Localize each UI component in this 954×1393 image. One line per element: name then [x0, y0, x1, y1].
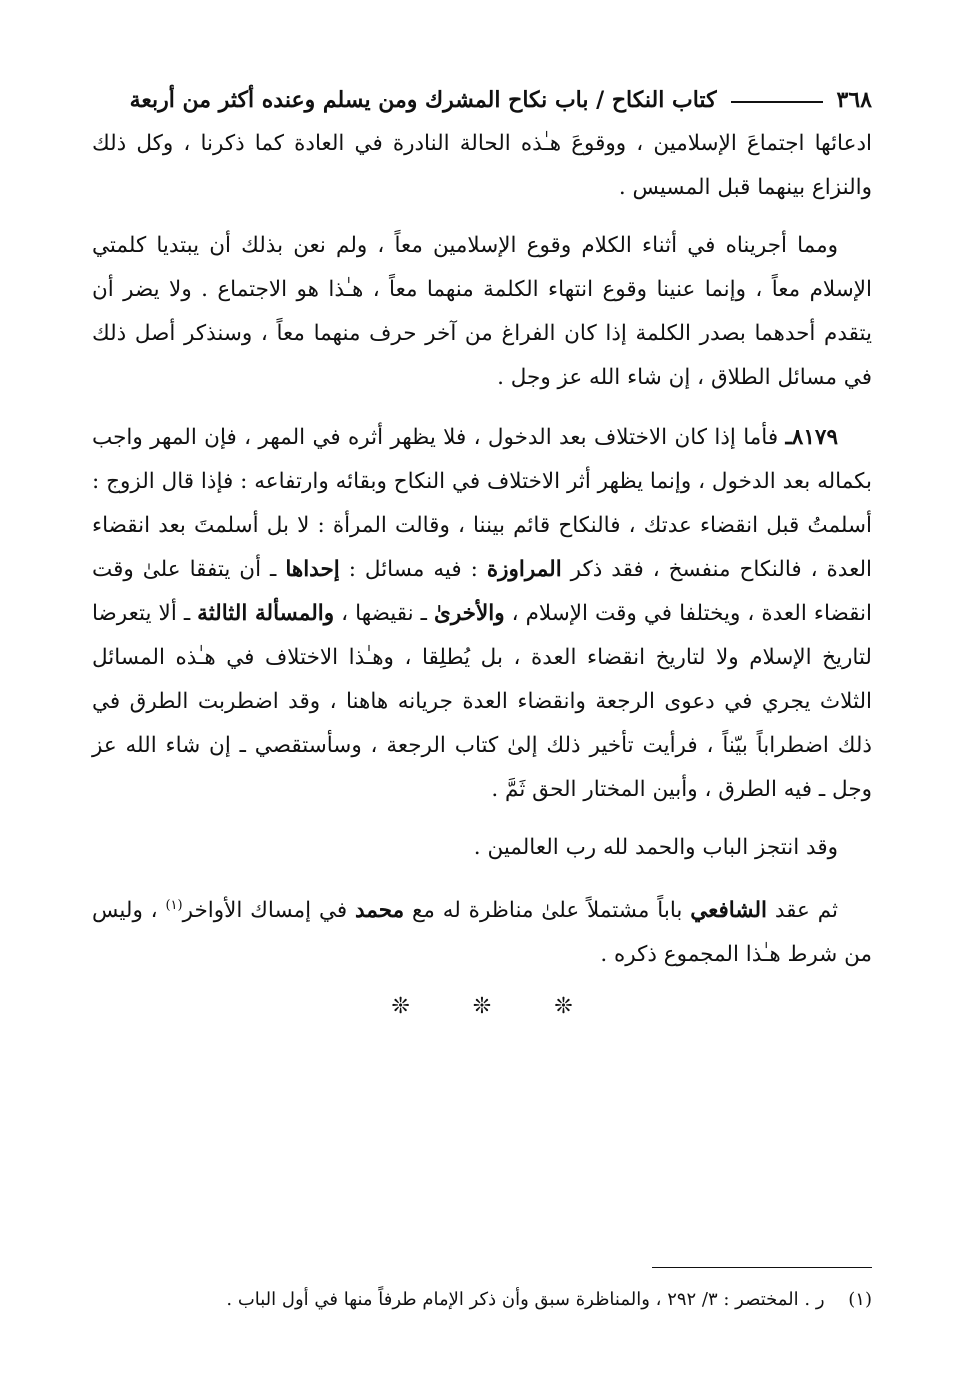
paragraph-continuation: ادعائها اجتماعَ الإسلامين ، ووقوعَ هـٰذه الحالة النادرة في العادة كما ذكرنا ، وكل ذلك والنزاع بينهما قبل المسيس .	[92, 131, 872, 200]
running-head	[92, 78, 872, 122]
term-marawiza: المراوزة	[486, 557, 562, 582]
paragraph-shafii	[92, 884, 872, 977]
term-ukhra: والأخرىٰ	[433, 601, 505, 626]
footnote	[92, 1285, 872, 1315]
issue-text-2: : فيه مسائل :	[339, 557, 487, 582]
shafii-text-1: ثم عقد	[767, 898, 838, 924]
running-title: كتاب النكاح / باب نكاح المشرك ومن يسلم وعنده أكثر من أربعة	[129, 87, 717, 113]
section-separator: ❊ ❊ ❊	[391, 994, 601, 1020]
shafii-text-3: في إمساك الأواخر	[182, 898, 355, 924]
name-muhammad: محمد	[355, 898, 405, 924]
footnote-reference[interactable]: (١)	[165, 898, 183, 913]
issue-text-3: ـ أن يتفقا علىٰ وقت انقضاء العدة ، ويختلفا في وقت الإسلام ،	[92, 557, 872, 626]
footnote-number: (١)	[848, 1289, 872, 1310]
issue-text-5: ـ ألا يتعرضا لتاريخ الإسلام ولا لتاريخ انقضاء العدة ، بل يُطلِقا ، وهـٰذا الاختلاف في هـٰذه المسائل الثلاث يجري في دعوى الرجعة وانقضاء العدة جريانه هاهنا ، وقد اضطربت الطرق في ذلك اضطراباً بيّناً ، فرأيت تأخير ذلك إلىٰ كتاب الرجعة ، وسأستقصي ـ إن شاء الله عز وجل ـ فيه الطرق ، وأبين المختار الحق ثَمَّ .	[92, 601, 872, 802]
name-shafii: الشافعي	[690, 898, 768, 924]
shafii-text-4: ، وليس من شرط هـٰذا المجموع ذكره .	[92, 898, 872, 968]
term-ihdaha: إحداها	[285, 557, 340, 582]
page-body	[92, 78, 872, 1027]
page-number: ٣٦٨	[836, 87, 872, 113]
issue-text-4: ـ نقيضها ،	[334, 601, 434, 626]
paragraph-8179	[92, 416, 872, 812]
term-thalitha: والمسألة الثالثة	[197, 601, 335, 626]
footnote-rule	[652, 1267, 872, 1268]
footnote-text: ر . المختصر : ٣/ ٢٩٢ ، والمناظرة سبق وأن ذكر الإمام طرفاً منها في أول الباب .	[226, 1289, 825, 1310]
main-text	[92, 122, 872, 977]
header-rule	[731, 101, 823, 103]
paragraph-simultaneity: ومما أجريناه في أثناء الكلام وقوع الإسلامين معاً ، ولم نعن بذلك أن يبتديا كلمتي الإسلام معاً ، وإنما عنينا وقوع انتهاء الكلمة منهما معاً ، هـٰذا هو الاجتماع . ولا يضر أن يتقدم أحدهما بصدر الكلمة إذا كان الفراغ من آخر حرف منهما معاً ، وسنذكر أصل ذلك في مسائل الطلاق ، إن شاء الله عز وجل .	[92, 233, 872, 390]
paragraph-closing: وقد انتجز الباب والحمد لله رب العالمين .	[473, 835, 838, 860]
issue-text-1: فأما إذا كان الاختلاف بعد الدخول ، فلا يظهر أثره في المهر ، فإن المهر واجب بكماله بعد الدخول ، وإنما يظهر أثر الاختلاف في النكاح وبقائه وارتفاعه : فإذا قال الزوج : أسلمتُ قبل انقضاء عدتك ، فالنكاح قائم بيننا ، وقالت المرأة : لا بل أسلمتَ بعد انقضاء العدة ، فالنكاح منفسخ ، فقد ذكر	[92, 425, 872, 582]
issue-number: ٨١٧٩ـ	[785, 425, 838, 450]
shafii-text-2: باباً مشتملاً علىٰ مناظرة له مع	[404, 898, 691, 924]
